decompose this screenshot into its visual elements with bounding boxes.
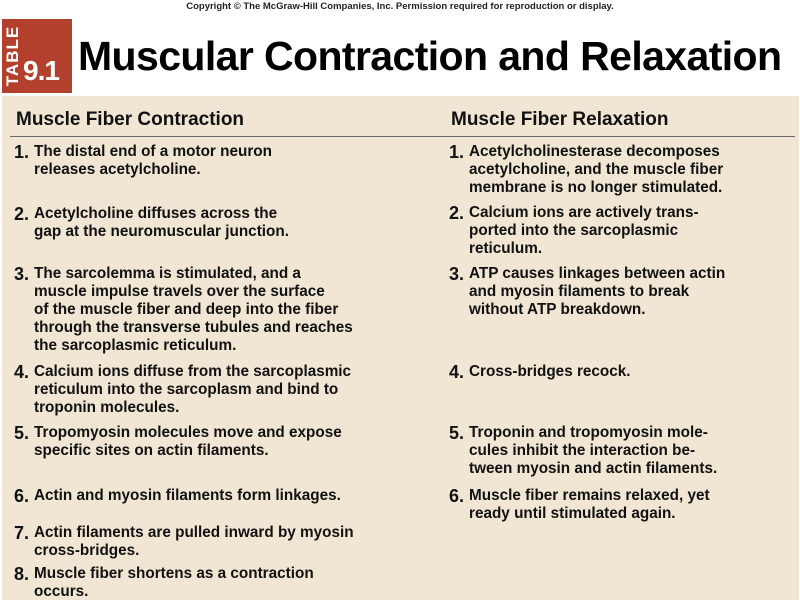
column-header-contraction: Muscle Fiber Contraction (16, 109, 245, 130)
header-divider (10, 136, 795, 137)
step-text: Troponin and tropomyosin mole- cules inhibit the interaction be- tween myosin and actin filaments. (469, 424, 718, 477)
relaxation-step-2 (449, 204, 799, 258)
relaxation-step-6 (449, 487, 799, 523)
contraction-step-1 (14, 143, 444, 179)
step-text: Calcium ions diffuse from the sarcoplasmic reticulum into the sarcoplasm and bind to troponin molecules. (34, 363, 352, 416)
step-number: 4. (14, 362, 30, 382)
step-text: Muscle fiber remains relaxed, yet ready until stimulated again. (469, 487, 710, 522)
step-text: The sarcolemma is stimulated, and a muscle impulse travels over the surface of the muscle fiber and deep into the fiber through the transverse tubules and reaches the sarcoplasmic reticulum. (34, 265, 353, 354)
table-number: 9.1 (23, 55, 59, 86)
contraction-step-8 (14, 565, 444, 601)
column-header-relaxation: Muscle Fiber Relaxation (451, 109, 669, 130)
contraction-step-7 (14, 524, 444, 560)
page-title: Muscular Contraction and Relaxation (78, 33, 782, 79)
contraction-step-4 (14, 363, 444, 417)
step-number: 5. (14, 423, 30, 443)
step-number: 3. (449, 264, 465, 284)
relaxation-step-1 (449, 143, 799, 197)
step-number: 1. (449, 142, 465, 162)
step-number: 6. (14, 486, 30, 506)
step-text: The distal end of a motor neuron releases acetylcholine. (34, 143, 272, 178)
copyright-notice: Copyright © The McGraw-Hill Companies, Inc. Permission required for reproduction or display. (186, 1, 614, 12)
step-number: 3. (14, 264, 30, 284)
step-text: Actin filaments are pulled inward by myosin cross-bridges. (34, 524, 354, 559)
step-text: Muscle fiber shortens as a contraction occurs. (34, 565, 314, 600)
step-number: 2. (14, 204, 30, 224)
step-number: 5. (449, 423, 465, 443)
relaxation-step-3 (449, 265, 799, 319)
step-text: Actin and myosin filaments form linkages. (34, 487, 341, 504)
relaxation-step-5 (449, 424, 799, 478)
step-number: 1. (14, 142, 30, 162)
step-text: ATP causes linkages between actin and myosin filaments to break without ATP breakdown. (469, 265, 726, 318)
contraction-step-5 (14, 424, 444, 460)
step-number: 8. (14, 564, 30, 584)
step-text: Acetylcholinesterase decomposes acetylcholine, and the muscle fiber membrane is no longer stimulated. (469, 143, 724, 196)
step-text: Calcium ions are actively trans- ported into the sarcoplasmic reticulum. (469, 204, 699, 257)
contraction-step-6 (14, 487, 444, 505)
table-label (3, 21, 23, 91)
table-label-text: TABLE (3, 25, 22, 87)
step-text: Cross-bridges recock. (469, 363, 631, 380)
relaxation-step-4 (449, 363, 799, 381)
step-number: 2. (449, 203, 465, 223)
step-text: Acetylcholine diffuses across the gap at the neuromuscular junction. (34, 205, 289, 240)
step-text: Tropomyosin molecules move and expose specific sites on actin filaments. (34, 424, 342, 459)
contraction-step-2 (14, 205, 444, 241)
step-number: 4. (449, 362, 465, 382)
step-number: 7. (14, 523, 30, 543)
contraction-step-3 (14, 265, 444, 355)
step-number: 6. (449, 486, 465, 506)
